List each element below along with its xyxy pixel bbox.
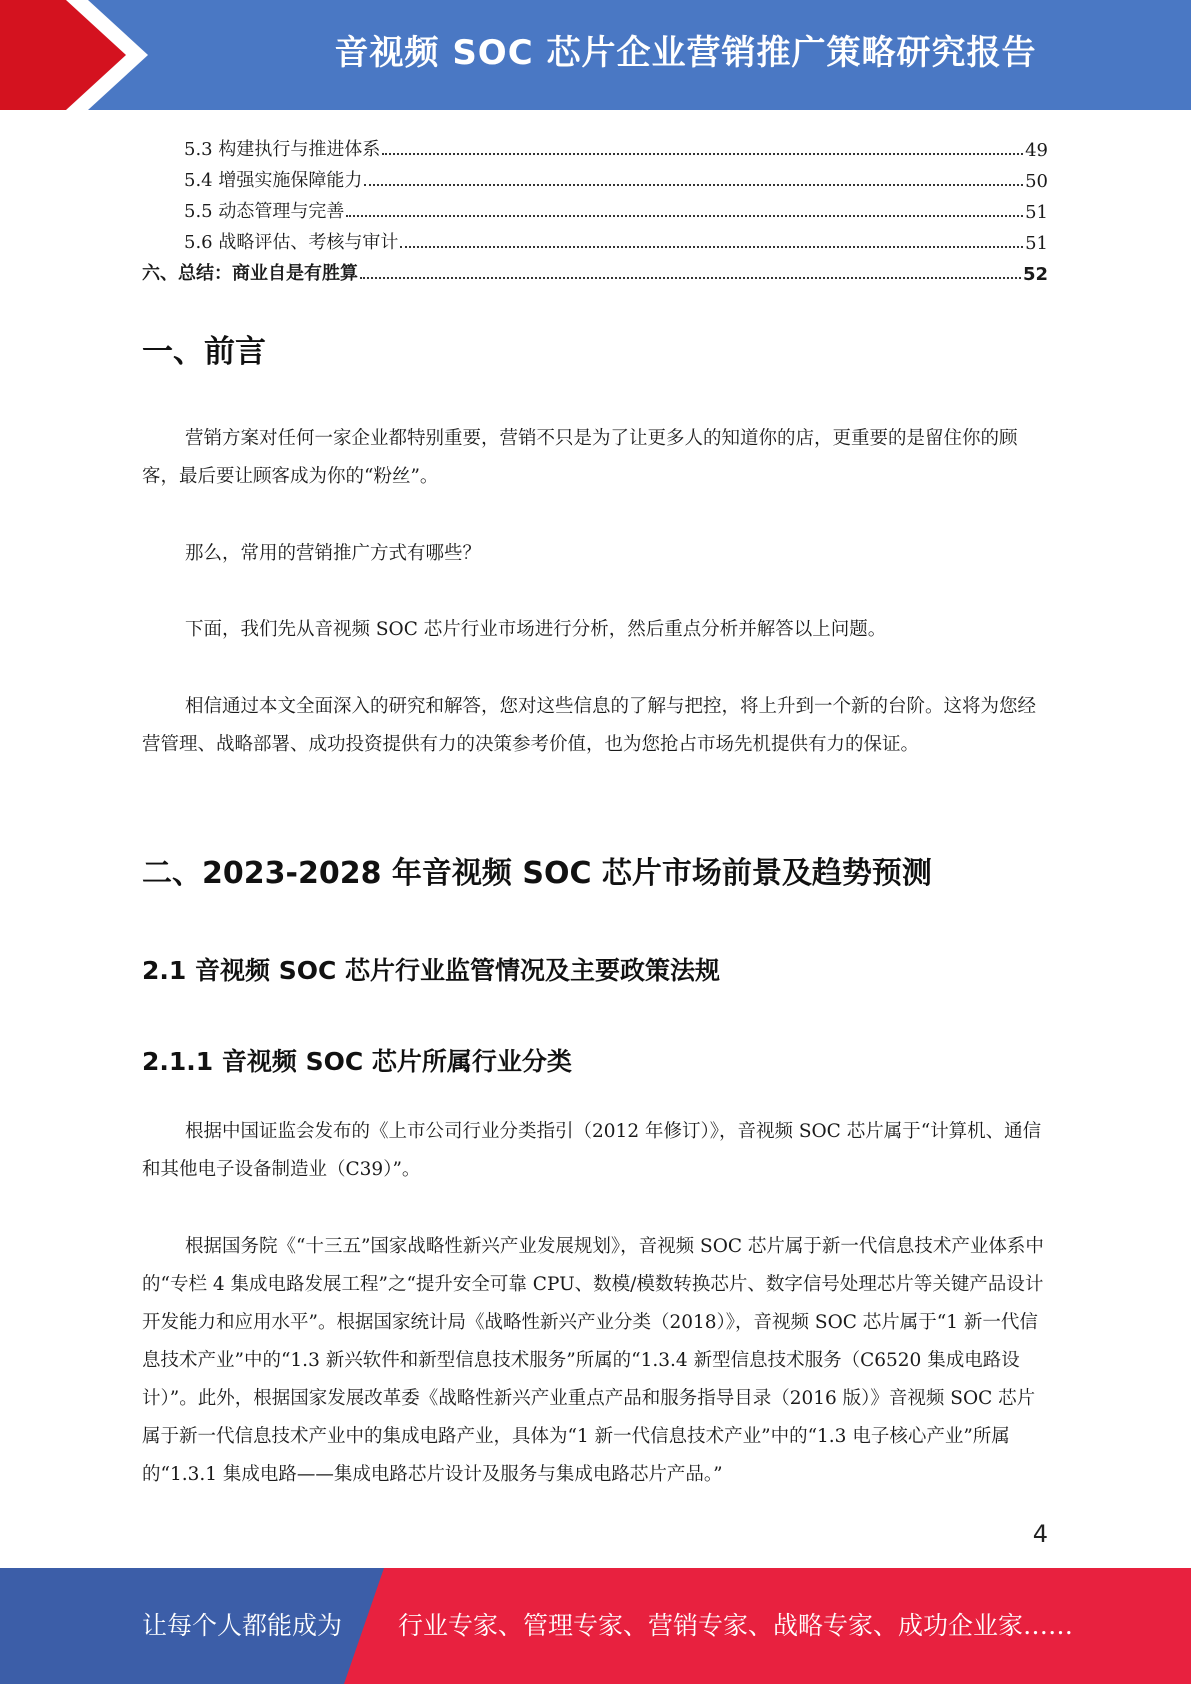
toc-leader-dots — [382, 152, 1023, 155]
toc-row[interactable] — [142, 192, 1048, 223]
toc-leader-dots — [346, 214, 1023, 217]
subsection-heading-2-1: 2.1 音视频 SOC 芯片行业监管情况及主要政策法规 — [142, 956, 721, 985]
header-red-chevron — [0, 0, 160, 110]
section-heading-preface: 一、前言 — [142, 334, 266, 370]
toc-label: 5.3 构建执行与推进体系 — [184, 139, 381, 160]
table-of-contents — [142, 130, 1048, 285]
paragraph: 相信通过本文全面深入的研究和解答，您对这些信息的了解与把控，将上升到一个新的台阶。这将为您经营管理、战略部署、成功投资提供有力的决策参考价值，也为您抢占市场先机提供有力的保证。 — [142, 696, 1037, 755]
paragraph: 下面，我们先从音视频 SOC 芯片行业市场进行分析，然后重点分析并解答以上问题。 — [185, 619, 887, 640]
toc-page: 49 — [1025, 140, 1048, 161]
section-heading-market: 二、2023-2028 年音视频 SOC 芯片市场前景及趋势预测 — [142, 856, 932, 891]
footer-right-text: 行业专家、管理专家、营销专家、战略专家、成功企业家…… — [398, 1611, 1074, 1640]
toc-page: 51 — [1025, 233, 1048, 254]
toc-label: 5.5 动态管理与完善 — [184, 201, 345, 222]
toc-label: 5.4 增强实施保障能力 — [184, 170, 363, 191]
header-title: 音视频 SOC 芯片企业营销推广策略研究报告 — [334, 33, 1037, 73]
toc-leader-dots — [364, 183, 1023, 186]
toc-leader-dots — [400, 245, 1023, 248]
footer-left-text: 让每个人都能成为 — [142, 1611, 343, 1640]
toc-row[interactable] — [142, 254, 1048, 285]
toc-page: 52 — [1022, 264, 1048, 285]
toc-label: 5.6 战略评估、考核与审计 — [184, 232, 399, 253]
toc-leader-dots — [360, 276, 1021, 279]
subsection-heading-2-1-1: 2.1.1 音视频 SOC 芯片所属行业分类 — [142, 1047, 572, 1076]
paragraph: 根据国务院《“十三五”国家战略性新兴产业发展规划》，音视频 SOC 芯片属于新一代信息技术产业体系中的“专栏 4 集成电路发展工程”之“提升安全可靠 CPU、数模/模数转换芯片、数字信号处理芯片等关键产品设计开发能力和应用水平”。根据国家统计局《战略性新兴产业分类（2018）》，音视频 SOC 芯片属于“1 新一代信息技术产业”中的“1.3 新兴软件和新型信息技术服务”所属的“1.3.4 新型信息技术服务（C6520 集成电路设计）”。此外，根据国家发展改革委《战略性新兴产业重点产品和服务指导目录（2016 版）》音视频 SOC 芯片属于新一代信息技术产业中的集成电路产业，具体为“1 新一代信息技术产业”中的“1.3 电子核心产业”所属的“1.3.1 集成电路——集成电路芯片设计及服务与集成电路芯片产品。” — [142, 1236, 1044, 1485]
toc-row[interactable] — [142, 130, 1048, 161]
toc-page: 50 — [1025, 171, 1048, 192]
page-number: 4 — [1032, 1520, 1048, 1548]
paragraph: 营销方案对任何一家企业都特别重要，营销不只是为了让更多人的知道你的店，更重要的是留住你的顾客，最后要让顾客成为你的“粉丝”。 — [142, 428, 1018, 487]
page-footer — [0, 1568, 1191, 1684]
toc-label: 六、总结：商业自是有胜算 — [142, 263, 358, 284]
toc-page: 51 — [1025, 202, 1048, 223]
toc-row[interactable] — [142, 161, 1048, 192]
page-header — [0, 0, 1191, 110]
toc-row[interactable] — [142, 223, 1048, 254]
paragraph: 那么，常用的营销推广方式有哪些？ — [185, 543, 482, 564]
paragraph: 根据中国证监会发布的《上市公司行业分类指引（2012 年修订）》，音视频 SOC 芯片属于“计算机、通信和其他电子设备制造业（C39）”。 — [142, 1121, 1042, 1180]
